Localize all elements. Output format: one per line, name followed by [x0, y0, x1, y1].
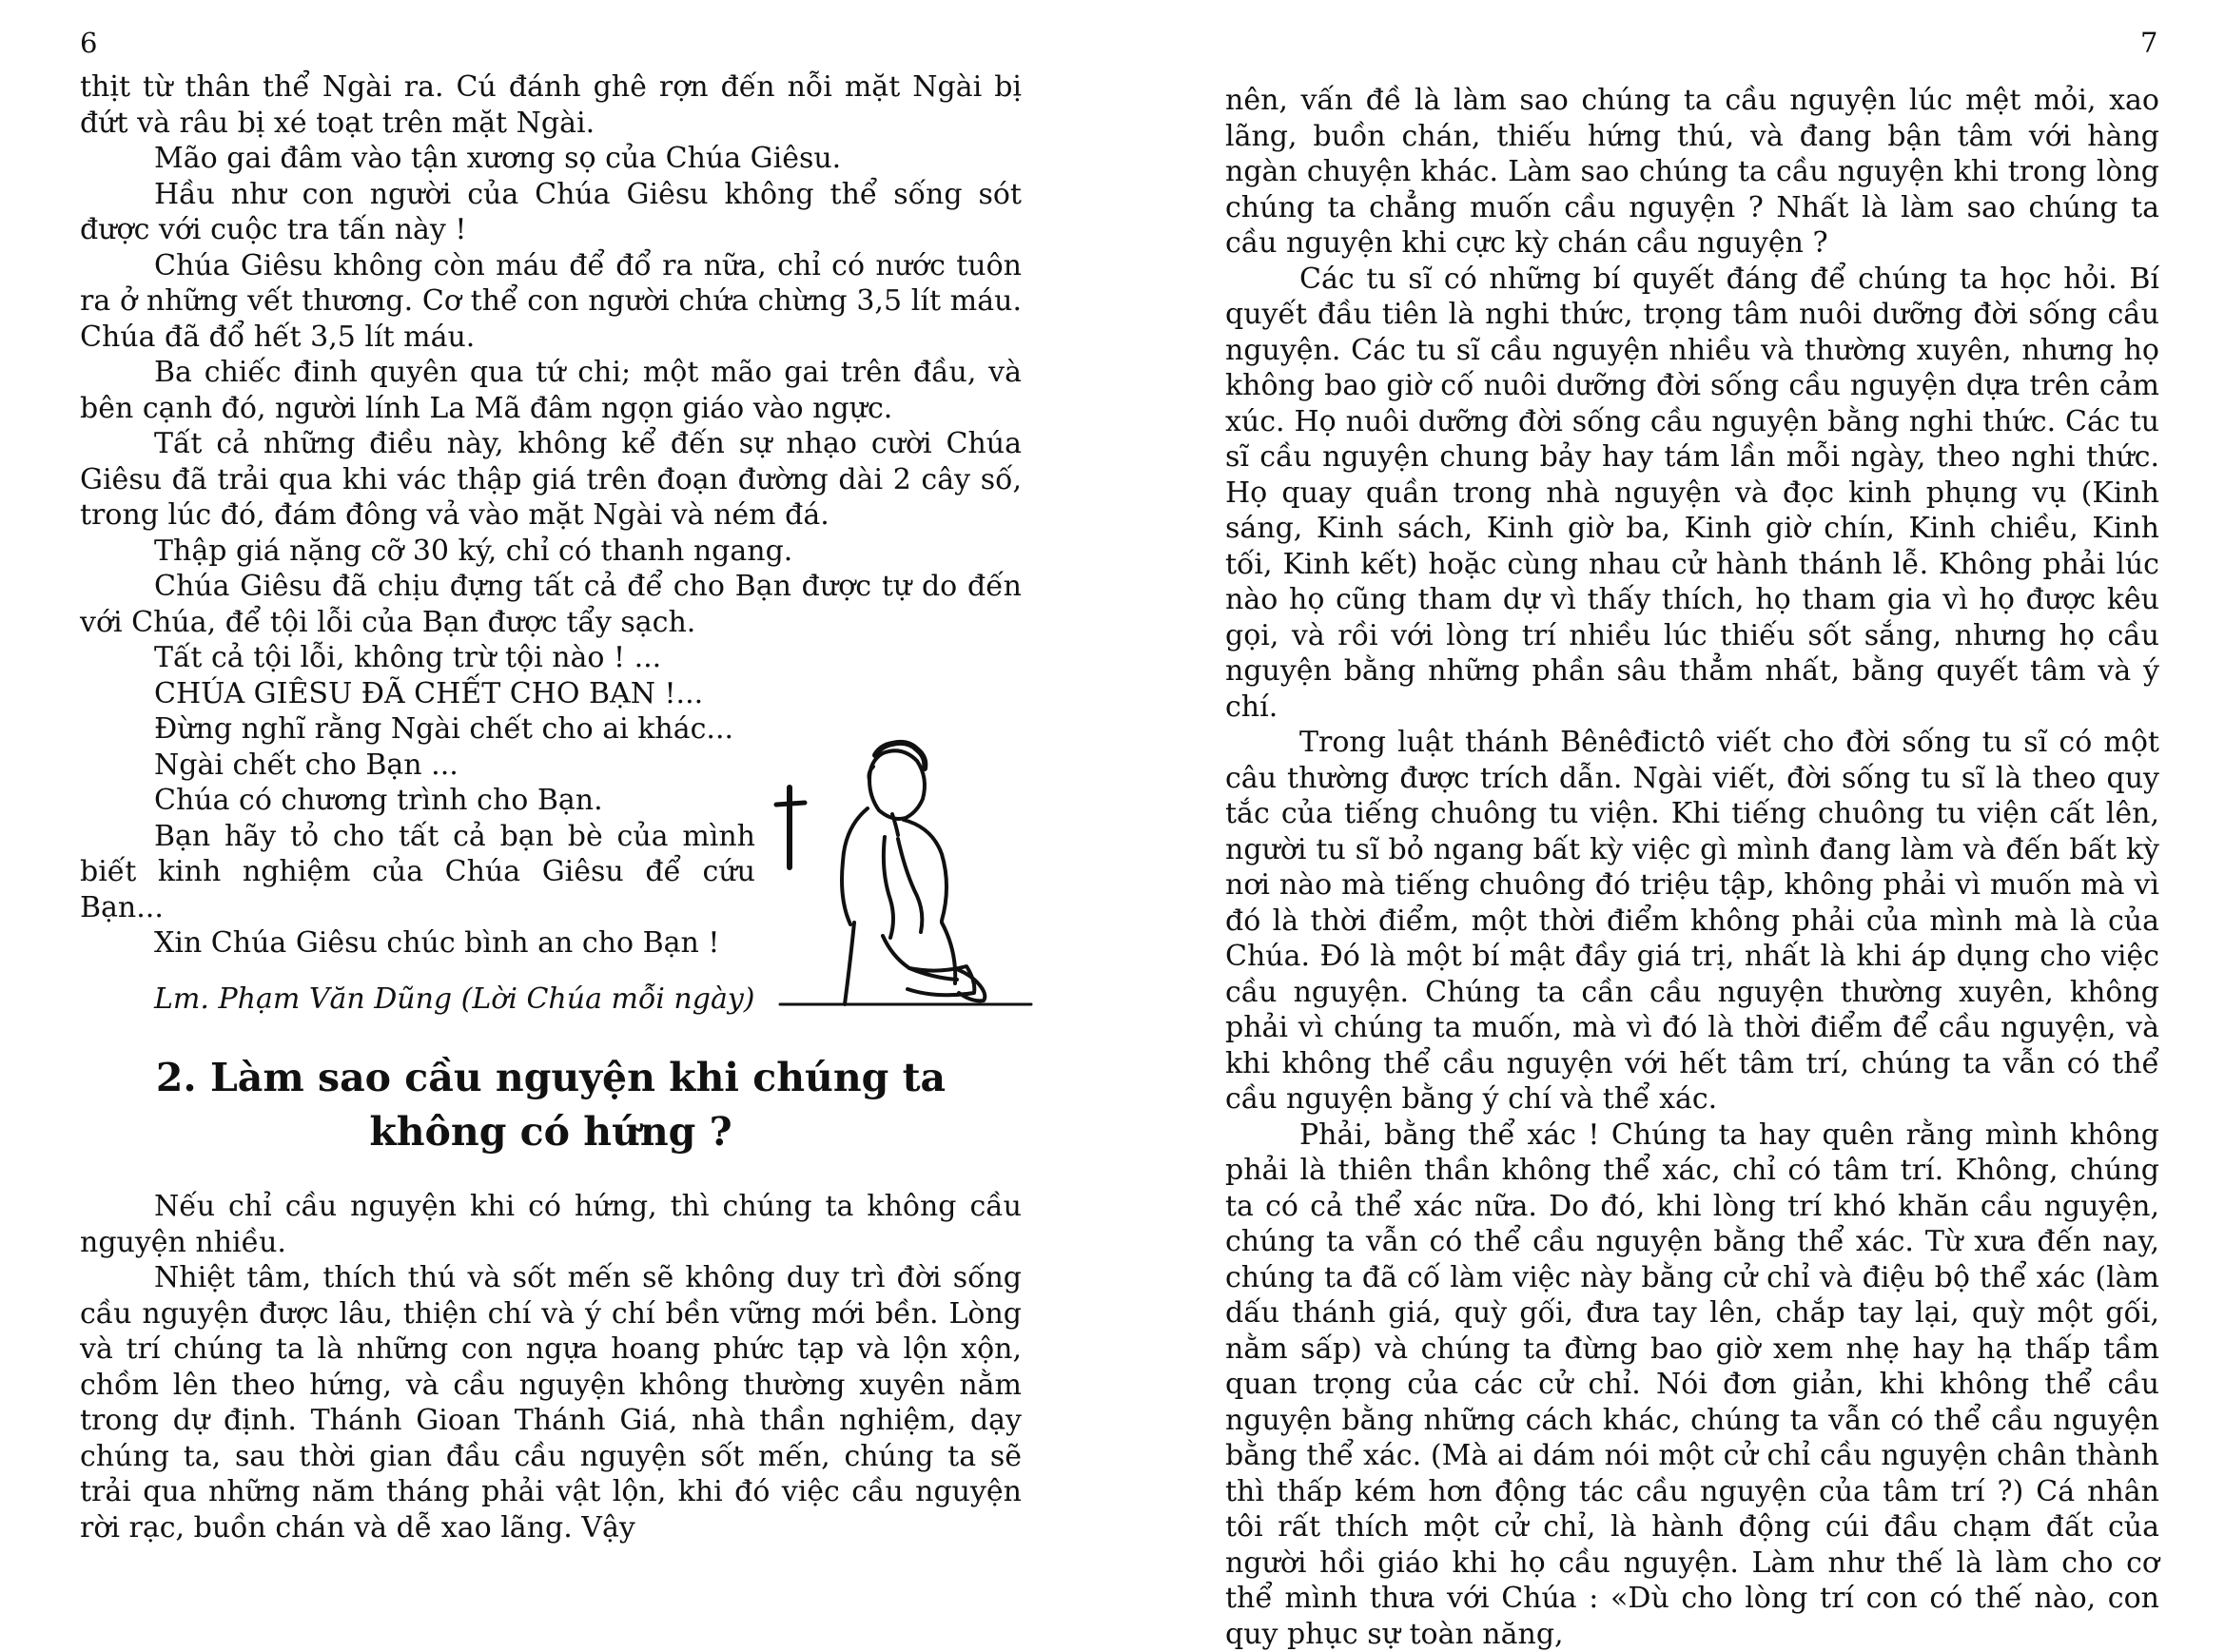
paragraph: Tất cả những điều này, không kể đến sự nhạo cười Chúa Giêsu đã trải qua khi vác thập giá trên đoạn đường dài 2 cây số, trong lúc đó, đám đông vả vào mặt Ngài và ném đá.: [80, 426, 1022, 534]
paragraph: nên, vấn đề là làm sao chúng ta cầu nguyện lúc mệt mỏi, xao lãng, buồn chán, thiếu hứng thú, và đang bận tâm với hàng ngàn chuyện khác. Làm sao chúng ta cầu nguyện khi trong lòng chúng ta chẳng muốn cầu nguyện ? Nhất là làm sao chúng ta cầu nguyện khi cực kỳ chán cầu nguyện ?: [1225, 83, 2159, 262]
short-line: Tất cả tội lỗi, không trừ tội nào ! ...: [80, 640, 1022, 676]
paragraph: thịt từ thân thể Ngài ra. Cú đánh ghê rợn đến nỗi mặt Ngài bị đứt và râu bị xé toạt trên mặt Ngài.: [80, 69, 1022, 141]
section-heading-line-1: 2. Làm sao cầu nguyện khi chúng ta: [156, 1055, 946, 1100]
page-number-left: 6: [80, 27, 97, 59]
short-line: Chúa có chương trình cho Bạn.: [80, 783, 1022, 819]
section-body: [80, 1189, 1022, 1545]
short-line: Đừng nghĩ rằng Ngài chết cho ai khác...: [80, 711, 1022, 748]
signature: Lm. Phạm Văn Dũng (Lời Chúa mỗi ngày): [80, 981, 1022, 1018]
kneeling-person-icon: [780, 743, 1031, 1004]
paragraph: Nhiệt tâm, thích thú và sốt mến sẽ không duy trì đời sống cầu nguyện được lâu, thiện chí và ý chí bền vững mới bền. Lòng và trí chúng ta là những con ngựa hoang phức tạp và lộn xộn, chồm lên theo hứng, và cầu nguyện không thường xuyên nằm trong dự định. Thánh Gioan Thánh Giá, nhà thần nghiệm, dạy chúng ta, sau thời gian đầu cầu nguyện sốt mến, chúng ta sẽ trải qua những năm tháng phải vật lộn, khi đó việc cầu nguyện rời rạc, buồn chán và dễ xao lãng. Vậy: [80, 1260, 1022, 1545]
paragraph: Nếu chỉ cầu nguyện khi có hứng, thì chúng ta không cầu nguyện nhiều.: [80, 1189, 1022, 1260]
cross-icon: [776, 787, 805, 867]
paragraph: Chúa Giêsu đã chịu đựng tất cả để cho Bạn được tự do đến với Chúa, để tội lỗi của Bạn được tẩy sạch.: [80, 569, 1022, 640]
paragraph: Phải, bằng thể xác ! Chúng ta hay quên rằng mình không phải là thiên thần không thể xác, chỉ có tâm trí. Không, chúng ta có cả thể xác nữa. Do đó, khi lòng trí khó khăn cầu nguyện, chúng ta vẫn có thể cầu nguyện bằng thể xác. Từ xưa đến nay, chúng ta đã cố làm việc này bằng cử chỉ và điệu bộ thể xác (làm dấu thánh giá, quỳ gối, đưa tay lên, chắp tay lại, quỳ một gối, nằm sấp) và chúng ta đừng bao giờ xem nhẹ hay hạ thấp tầm quan trọng của các cử chỉ. Nói đơn giản, khi không thể cầu nguyện bằng những cách khác, chúng ta vẫn có thể cầu nguyện bằng thể xác. (Mà ai dám nói một cử chỉ cầu nguyện chân thành thì thấp kém hơn động tác cầu nguyện của tâm trí ?) Cá nhân tôi rất thích một cử chỉ, là hành động cúi đầu chạm đất của người hồi giáo khi họ cầu nguyện. Làm như thế là làm cho cơ thể mình thưa với Chúa : «Dù cho lòng trí con có thế nào, con quy phục sự toàn năng,: [1225, 1118, 2159, 1652]
paragraph: Trong luật thánh Bênêđictô viết cho đời sống tu sĩ có một câu thường được trích dẫn. Ngài viết, đời sống tu sĩ là theo quy tắc của tiếng chuông tu viện. Khi tiếng chuông tu viện cất lên, người tu sĩ bỏ ngang bất kỳ việc gì mình đang làm và đến bất kỳ nơi nào mà tiếng chuông đó triệu tập, không phải vì muốn mà vì đó là thời điểm, một thời điểm không phải của mình mà là của Chúa. Đó là một bí mật đầy giá trị, nhất là khi áp dụng cho việc cầu nguyện. Chúng ta cần cầu nguyện thường xuyên, không phải vì chúng ta muốn, mà vì đó là thời điểm để cầu nguyện, và khi không thể cầu nguyện với hết tâm trí, chúng ta vẫn có thể cầu nguyện bằng ý chí và thể xác.: [1225, 725, 2159, 1118]
paragraph: Chúa Giêsu không còn máu để đổ ra nữa, chỉ có nước tuôn ra ở những vết thương. Cơ thể con người chứa chừng 3,5 lít máu. Chúa đã đổ hết 3,5 lít máu.: [80, 248, 1022, 356]
right-column: [1225, 83, 2159, 1652]
paragraph: Mão gai đâm vào tận xương sọ của Chúa Giêsu.: [80, 141, 1022, 177]
paragraph: Hầu như con người của Chúa Giêsu không thể sống sót được với cuộc tra tấn này !: [80, 177, 1022, 248]
paragraph: Các tu sĩ có những bí quyết đáng để chúng ta học hỏi. Bí quyết đầu tiên là nghi thức, trọng tâm nuôi dưỡng đời sống cầu nguyện. Các tu sĩ cầu nguyện nhiều và thường xuyên, nhưng họ không bao giờ cố nuôi dưỡng đời sống cầu nguyện dựa trên cảm xúc. Họ nuôi dưỡng đời sống cầu nguyện bằng nghi thức. Các tu sĩ cầu nguyện chung bảy hay tám lần mỗi ngày, theo nghi thức. Họ quay quần trong nhà nguyện và đọc kinh phụng vụ (Kinh sáng, Kinh sách, Kinh giờ ba, Kinh giờ chín, Kinh chiều, Kinh tối, Kinh kết) hoặc cùng nhau cử hành thánh lễ. Không phải lúc nào họ cũng tham dự vì thấy thích, họ tham gia vì họ được kêu gọi, và rồi với lòng trí nhiều lúc thiếu sốt sắng, nhưng họ cầu nguyện bằng những phần sâu thẳm nhất, bằng quyết tâm và ý chí.: [1225, 262, 2159, 726]
kneeling-prayer-illustration: [761, 732, 1037, 1008]
short-line: CHÚA GIÊSU ĐÃ CHẾT CHO BẠN !...: [80, 676, 1022, 712]
closing-paragraph: Bạn hãy tỏ cho tất cả bạn bè của mình biết kinh nghiệm của Chúa Giêsu để cứu Bạn...: [80, 819, 755, 926]
paragraph: Thập giá nặng cỡ 30 ký, chỉ có thanh ngang.: [80, 534, 1022, 570]
blessing-line: Xin Chúa Giêsu chúc bình an cho Bạn !: [80, 925, 1022, 962]
page-number-right: 7: [2140, 27, 2157, 59]
paragraph: Ba chiếc đinh quyên qua tứ chi; một mão gai trên đầu, và bên cạnh đó, người lính La Mã đâm ngọn giáo vào ngực.: [80, 355, 1022, 426]
section-heading: [80, 1051, 1022, 1159]
section-heading-line-2: không có hứng ?: [369, 1109, 732, 1155]
short-line: Ngài chết cho Bạn ...: [80, 748, 1022, 784]
